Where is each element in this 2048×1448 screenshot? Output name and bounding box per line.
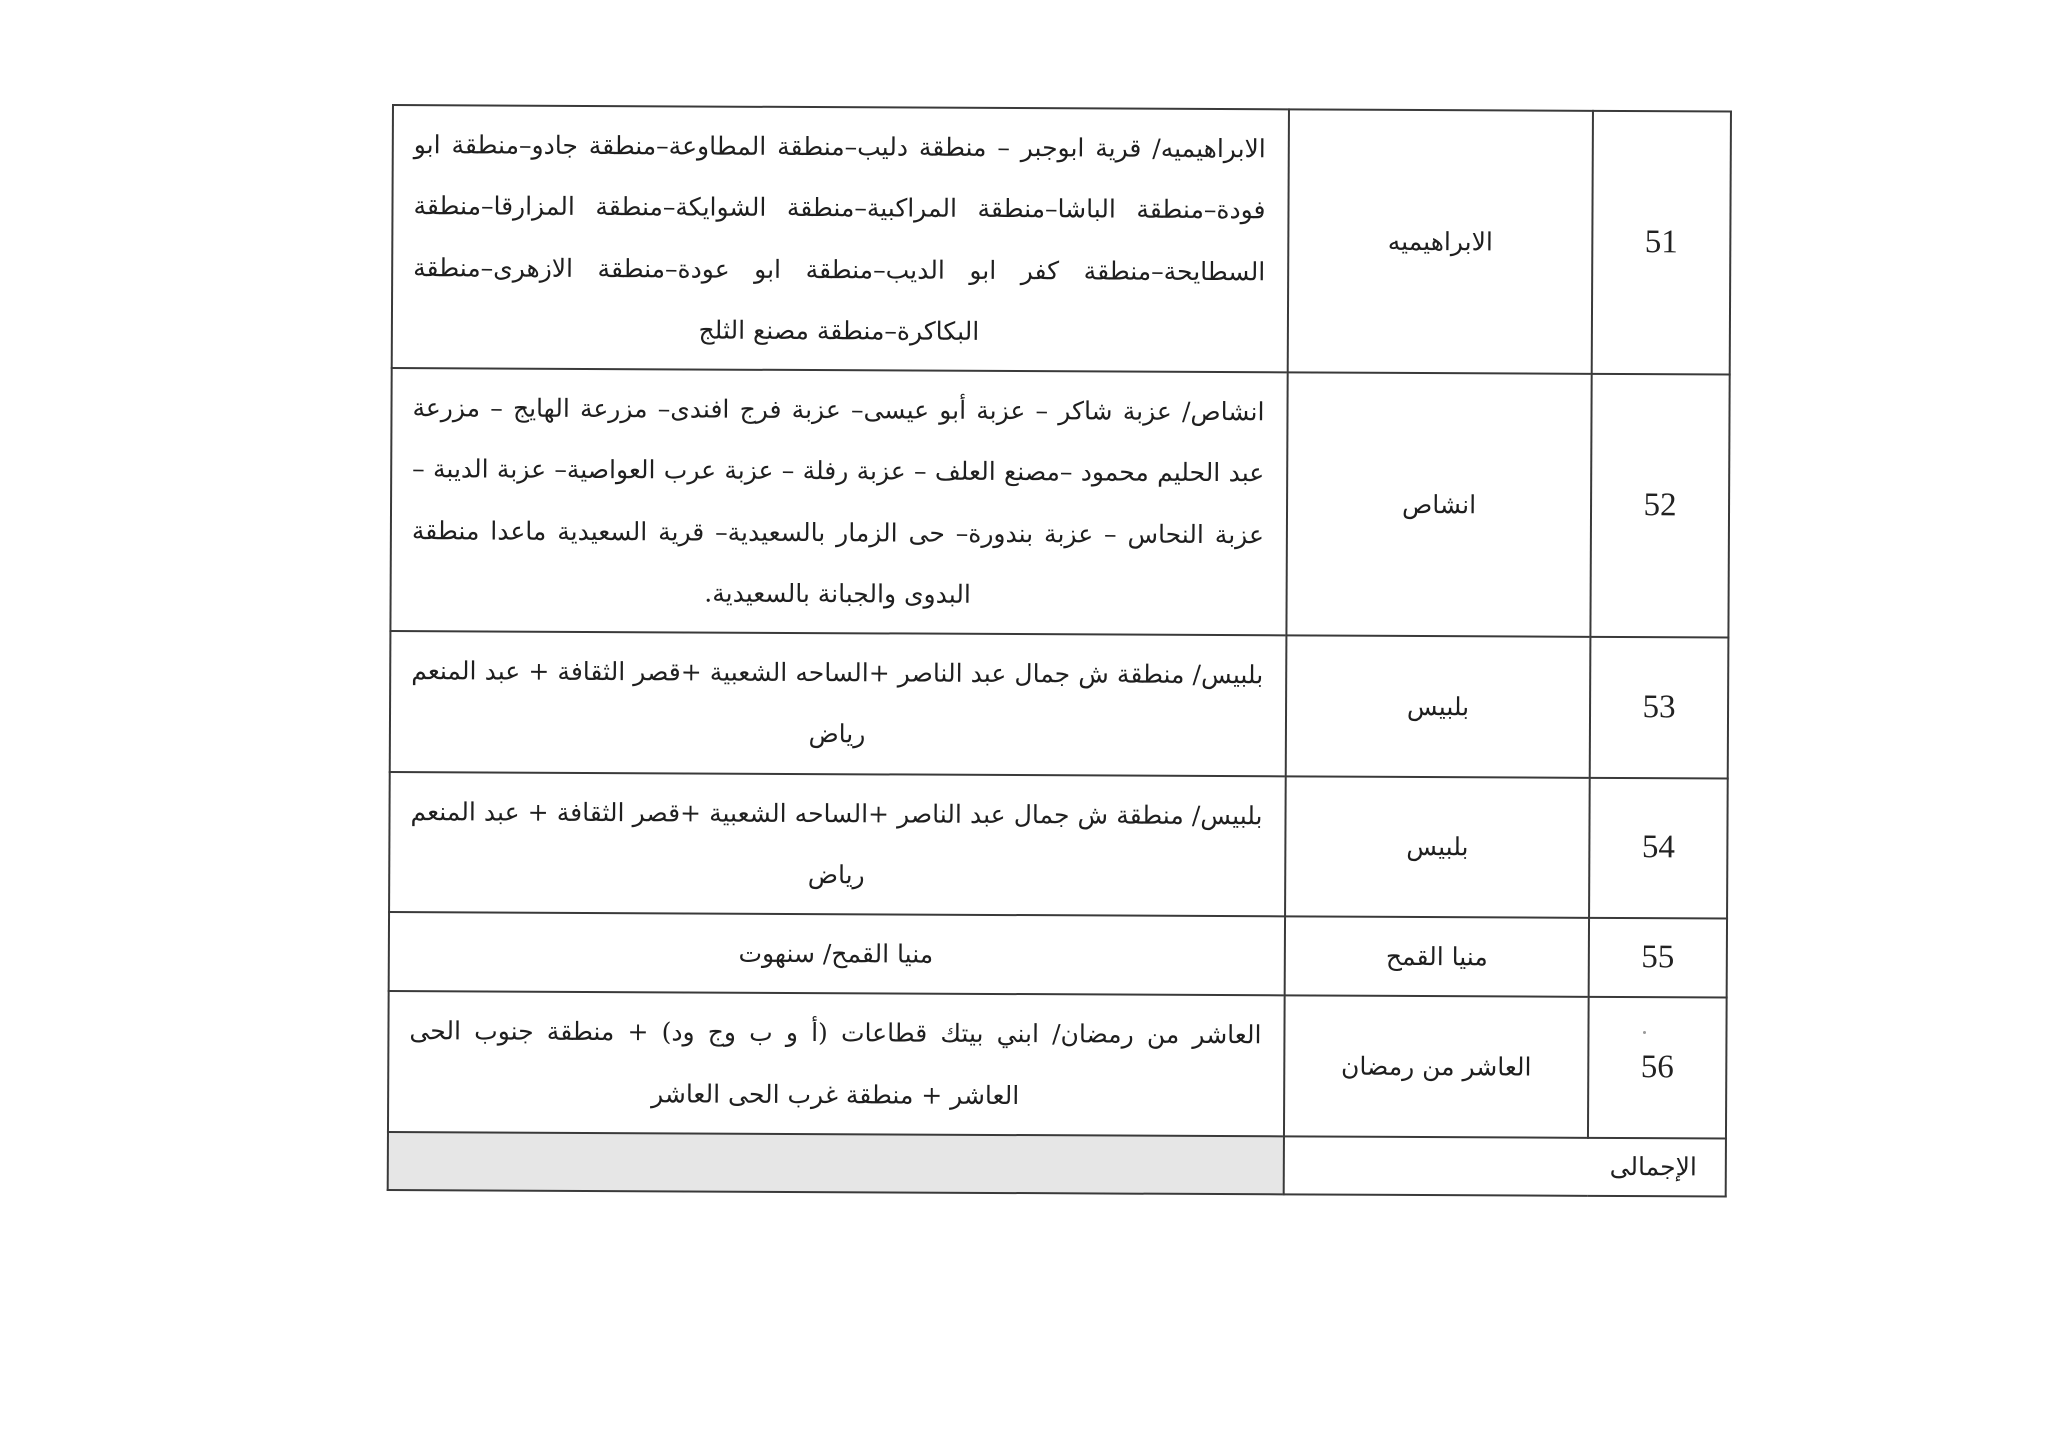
areas-list: منيا القمح/ سنهوت — [389, 912, 1285, 996]
row-number: 55 — [1589, 918, 1727, 998]
areas-table — [387, 104, 1732, 1197]
areas-list: بلبيس/ منطقة ش جمال عبد الناصر +الساحه الشعبية +قصر الثقافة + عبد المنعم رياض — [389, 771, 1286, 916]
center-name: انشاص — [1286, 372, 1591, 636]
table-row — [388, 991, 1727, 1138]
table-row — [392, 105, 1731, 375]
row-number: 53 — [1590, 637, 1729, 778]
areas-list: العاشر من رمضان/ ابني بيتك قطاعات (أ و ب وج ود) + منطقة جنوب الحى العاشر + منطقة غرب الحى العاشر — [388, 991, 1285, 1136]
center-name: العاشر من رمضان — [1284, 996, 1589, 1138]
row-number: 51 — [1592, 111, 1731, 375]
center-name: الابراهيميه — [1288, 109, 1593, 373]
center-name: بلبيس — [1285, 776, 1590, 918]
row-number: 52 — [1590, 374, 1729, 638]
row-number: 56 — [1588, 997, 1727, 1138]
center-name: منيا القمح — [1285, 916, 1589, 997]
table-row — [390, 631, 1729, 778]
table-row — [390, 368, 1729, 638]
areas-list: الابراهيميه/ قرية ابوجبر – منطقة دليب–منطقة المطاوعة–منطقة جادو–منطقة ابو فودة–منطقة الباشا–منطقة المراكبية–منطقة الشوايكة–منطقة المزارقا–منطقة السطايحة–منطقة كفر ابو الديب–منطقة ابو عودة–منطقة الازهرى–منطقة البكاكرة–منطقة مصنع الثلج — [392, 105, 1289, 372]
areas-table-container — [387, 104, 1730, 1197]
table-row — [389, 912, 1727, 998]
table-row — [389, 771, 1728, 918]
areas-list: انشاص/ عزبة شاكر – عزبة أبو عيسى– عزبة فرج افندى– مزرعة الهايج – مزرعة عبد الحليم محمود –مصنع العلف – عزبة رفلة – عزبة عرب العواصية– عزبة الديبة – عزبة النحاس – عزبة بندورة– حى الزمار بالسعيدية– قرية السعيدية ماعدا منطقة البدوى والجبانة بالسعيدية. — [390, 368, 1287, 635]
areas-list: بلبيس/ منطقة ش جمال عبد الناصر +الساحه الشعبية +قصر الثقافة + عبد المنعم رياض — [390, 631, 1287, 776]
scan-speck — [1643, 1031, 1646, 1034]
total-row — [388, 1132, 1726, 1197]
row-number: 54 — [1589, 777, 1728, 918]
total-label: الإجمالى — [1284, 1136, 1726, 1196]
center-name: بلبيس — [1286, 635, 1591, 777]
total-value-cell — [388, 1132, 1284, 1194]
